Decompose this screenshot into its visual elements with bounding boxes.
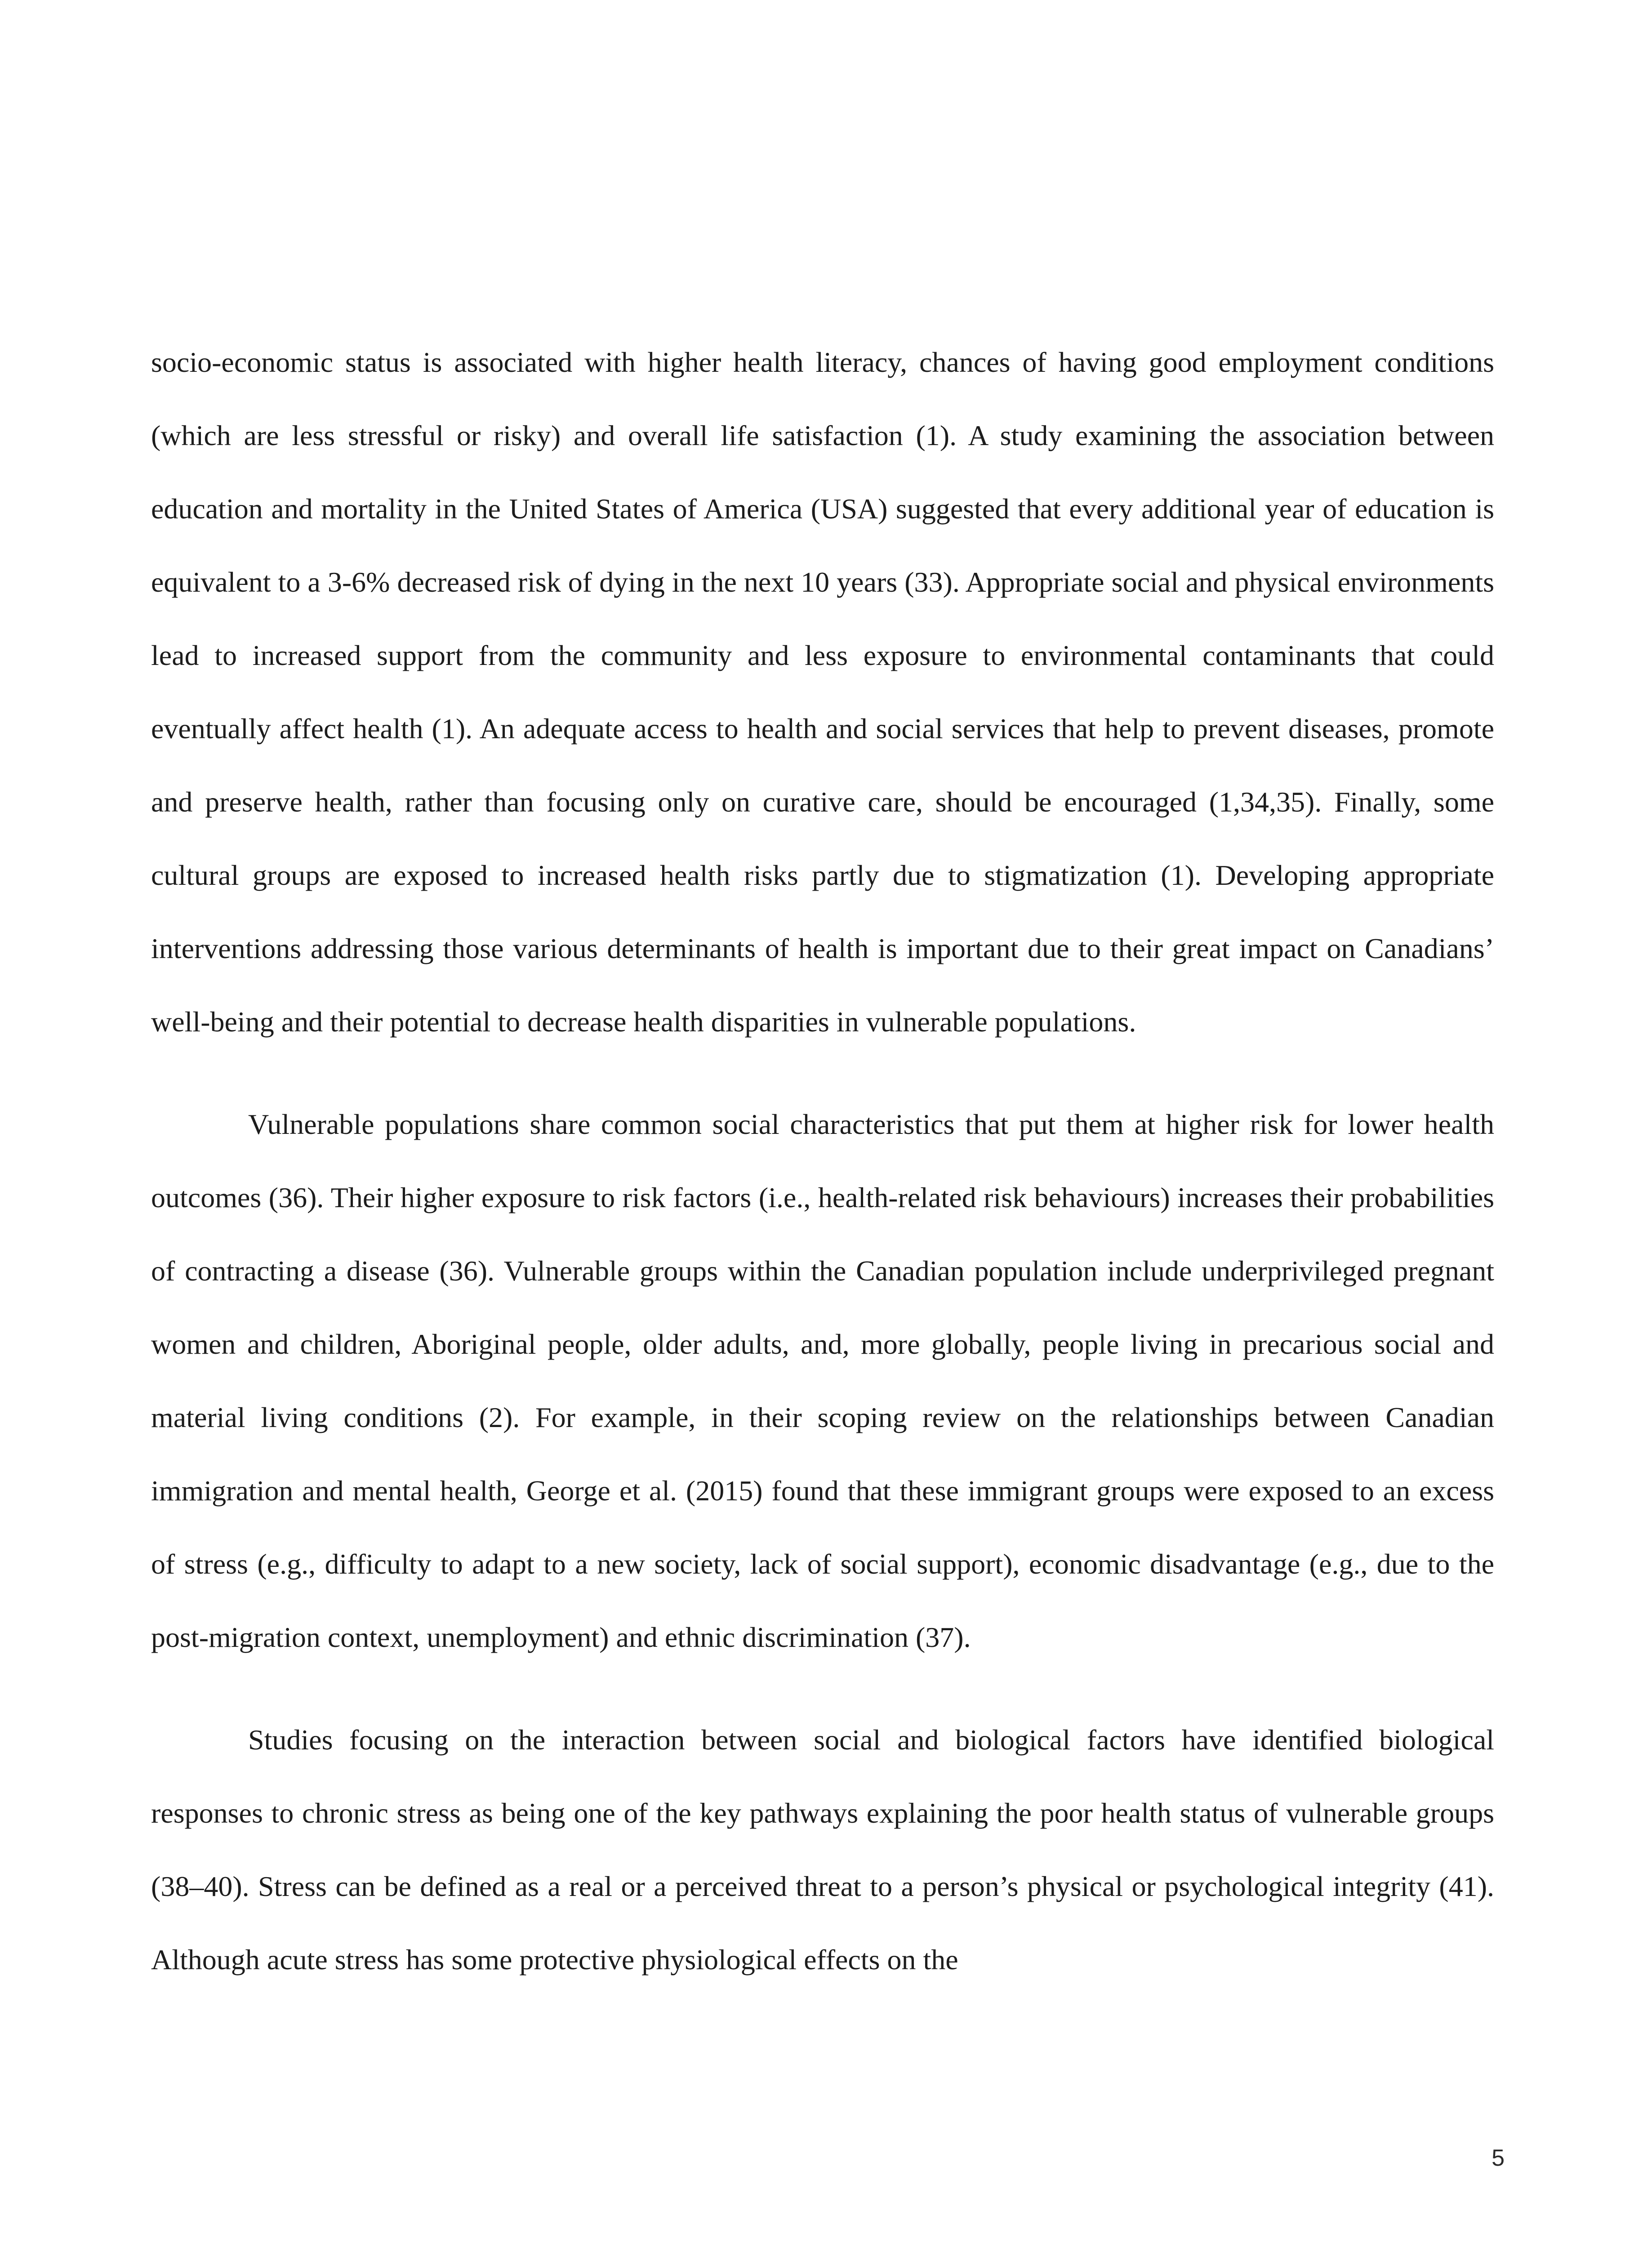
paragraph-stress-pathways: Studies focusing on the interaction between social and biological factors have identified biological responses to chronic stress as being one of the key pathways explaining the poor health status of vulnerable groups (38–40). Stress can be defined as a real or a perceived threat to a person’s physical or psychological integrity (41). Although acute stress has some protective physiological effects on the — [151, 1724, 1494, 1976]
paragraph-continuation: socio-economic status is associated with higher health literacy, chances of having good employment conditions (which are less stressful or risky) and overall life satisfaction (1). A study examining the association between education and mortality in the United States of America (USA) suggested that every additional year of education is equivalent to a 3-6% decreased risk of dying in the next 10 years (33). Appropriate social and physical environments lead to increased support from the community and less exposure to environmental contaminants that could eventually affect health (1). An adequate access to health and social services that help to prevent diseases, promote and preserve health, rather than focusing only on curative care, should be encouraged (1,34,35). Finally, some cultural groups are exposed to increased health risks partly due to stigmatization (1). Developing appropriate interventions addressing those various determinants of health is important due to their great impact on Canadians’ well-being and their potential to decrease health disparities in vulnerable populations. — [151, 346, 1494, 1038]
body-text — [151, 326, 1494, 1996]
paragraph-vulnerable-populations: Vulnerable populations share common social characteristics that put them at higher risk for lower health outcomes (36). Their higher exposure to risk factors (i.e., health-related risk behaviours) increases their probabilities of contracting a disease (36). Vulnerable groups within the Canadian population include underprivileged pregnant women and children, Aboriginal people, older adults, and, more globally, people living in precarious social and material living conditions (2). For example, in their scoping review on the relationships between Canadian immigration and mental health, George et al. (2015) found that these immigrant groups were exposed to an excess of stress (e.g., difficulty to adapt to a new society, lack of social support), economic disadvantage (e.g., due to the post-migration context, unemployment) and ethnic discrimination (37). — [151, 1108, 1494, 1653]
page-number: 5 — [1492, 2145, 1505, 2171]
